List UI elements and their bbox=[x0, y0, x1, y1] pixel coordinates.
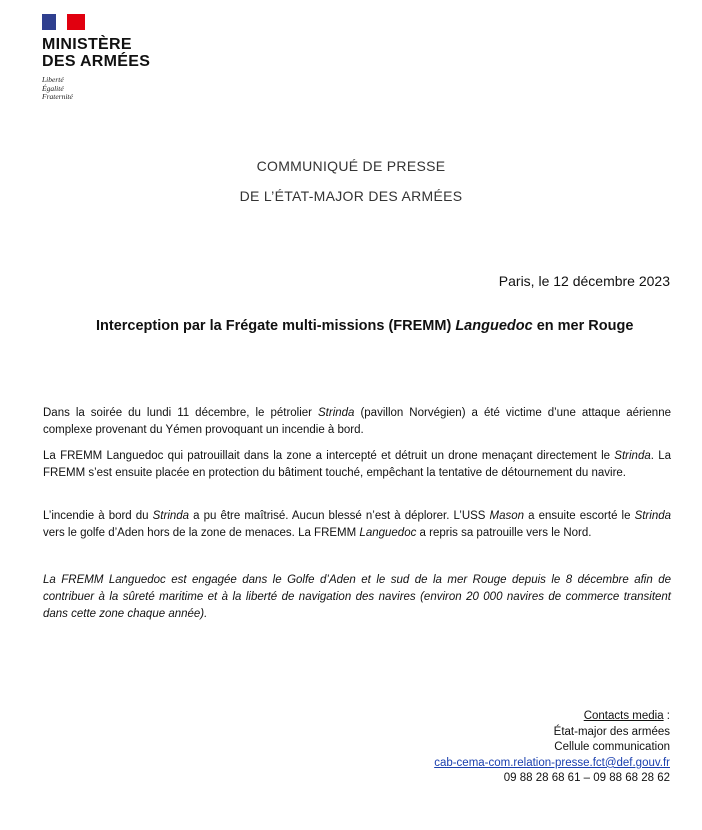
p3-text-a: L’incendie à bord du bbox=[43, 510, 153, 522]
title-text-start: Interception par la Frégate multi-missions (FREMM) bbox=[96, 318, 456, 334]
contacts-heading-line bbox=[434, 709, 670, 725]
contacts-line1: État-major des armées bbox=[553, 725, 670, 738]
motto-egalite: Égalité bbox=[42, 83, 64, 93]
flag-red-band bbox=[67, 14, 85, 30]
release-date: Paris, le 12 décembre 2023 bbox=[498, 273, 670, 289]
p3-text-e: a ensuite escorté le bbox=[524, 510, 635, 522]
p4-text: La FREMM Languedoc est engagée dans le Golfe d’Aden et le sud de la mer Rouge depuis le 8 décembre afin de contribuer à la sûreté maritime et à la liberté de navigation des navires (environ 20 000 navires de commerce transitent dans cette zone chaque année). bbox=[43, 574, 671, 620]
flag-white-band bbox=[56, 14, 67, 30]
release-title bbox=[96, 318, 633, 334]
p3-text-c: a pu être maîtrisé. Aucun blessé n’est à déplorer. L’USS bbox=[189, 510, 490, 522]
p1-ship-name: Strinda bbox=[318, 407, 355, 419]
contacts-line2: Cellule communication bbox=[554, 741, 670, 754]
title-text-end: en mer Rouge bbox=[532, 318, 634, 334]
p3-ship-mason: Mason bbox=[489, 510, 525, 522]
ministry-name bbox=[42, 36, 162, 70]
p1-text-c: (pavillon Norvégien) a été victime d’une attaque aérienne complexe provenant du Yémen provoquant un incendie à bord. bbox=[43, 407, 671, 436]
p3-text-g: vers le golfe d’Aden hors de la zone de menaces. La FREMM bbox=[43, 527, 360, 539]
ministry-name-line1: MINISTÈRE bbox=[42, 36, 132, 53]
french-flag-icon bbox=[42, 14, 85, 30]
contacts-heading: Contacts media bbox=[583, 710, 664, 722]
press-release-heading-line1: COMMUNIQUÉ DE PRESSE bbox=[256, 158, 446, 174]
p3-text-i: a repris sa patrouille vers le Nord. bbox=[416, 527, 592, 539]
p3-ship-name-1: Strinda bbox=[152, 510, 190, 522]
paragraph-3 bbox=[43, 508, 671, 542]
ministry-logo bbox=[42, 14, 162, 102]
p2-ship-name: Strinda bbox=[614, 450, 651, 462]
p3-ship-languedoc: Languedoc bbox=[359, 527, 417, 539]
contacts-colon: : bbox=[663, 710, 670, 722]
motto-fraternite: Fraternité bbox=[42, 92, 73, 101]
contact-phones: 09 88 28 68 61 – 09 88 68 28 62 bbox=[503, 772, 670, 785]
paragraph-1 bbox=[43, 405, 671, 439]
paragraph-2 bbox=[43, 448, 671, 482]
contact-email-link[interactable]: cab-cema-com.relation-presse.fct@def.gouv.fr bbox=[434, 756, 670, 769]
contacts-block bbox=[434, 709, 670, 787]
p2-text-c: . La FREMM s’est ensuite placée en protection du bâtiment touché, empêchant la tentative de détournement du navire. bbox=[43, 450, 671, 479]
p3-ship-name-2: Strinda bbox=[634, 510, 671, 522]
ministry-name-line2: DES ARMÉES bbox=[42, 53, 151, 70]
republic-motto bbox=[42, 76, 162, 102]
flag-blue-band bbox=[42, 14, 56, 30]
p2-text-a: La FREMM Languedoc qui patrouillait dans la zone a intercepté et détruit un drone menaçant directement le bbox=[43, 450, 615, 462]
paragraph-4 bbox=[43, 572, 671, 623]
title-ship-name: Languedoc bbox=[455, 318, 533, 334]
press-release-heading-line2: DE L’ÉTAT-MAJOR DES ARMÉES bbox=[239, 188, 463, 204]
motto-liberte: Liberté bbox=[42, 75, 64, 84]
p1-text-a: Dans la soirée du lundi 11 décembre, le pétrolier bbox=[43, 407, 319, 419]
